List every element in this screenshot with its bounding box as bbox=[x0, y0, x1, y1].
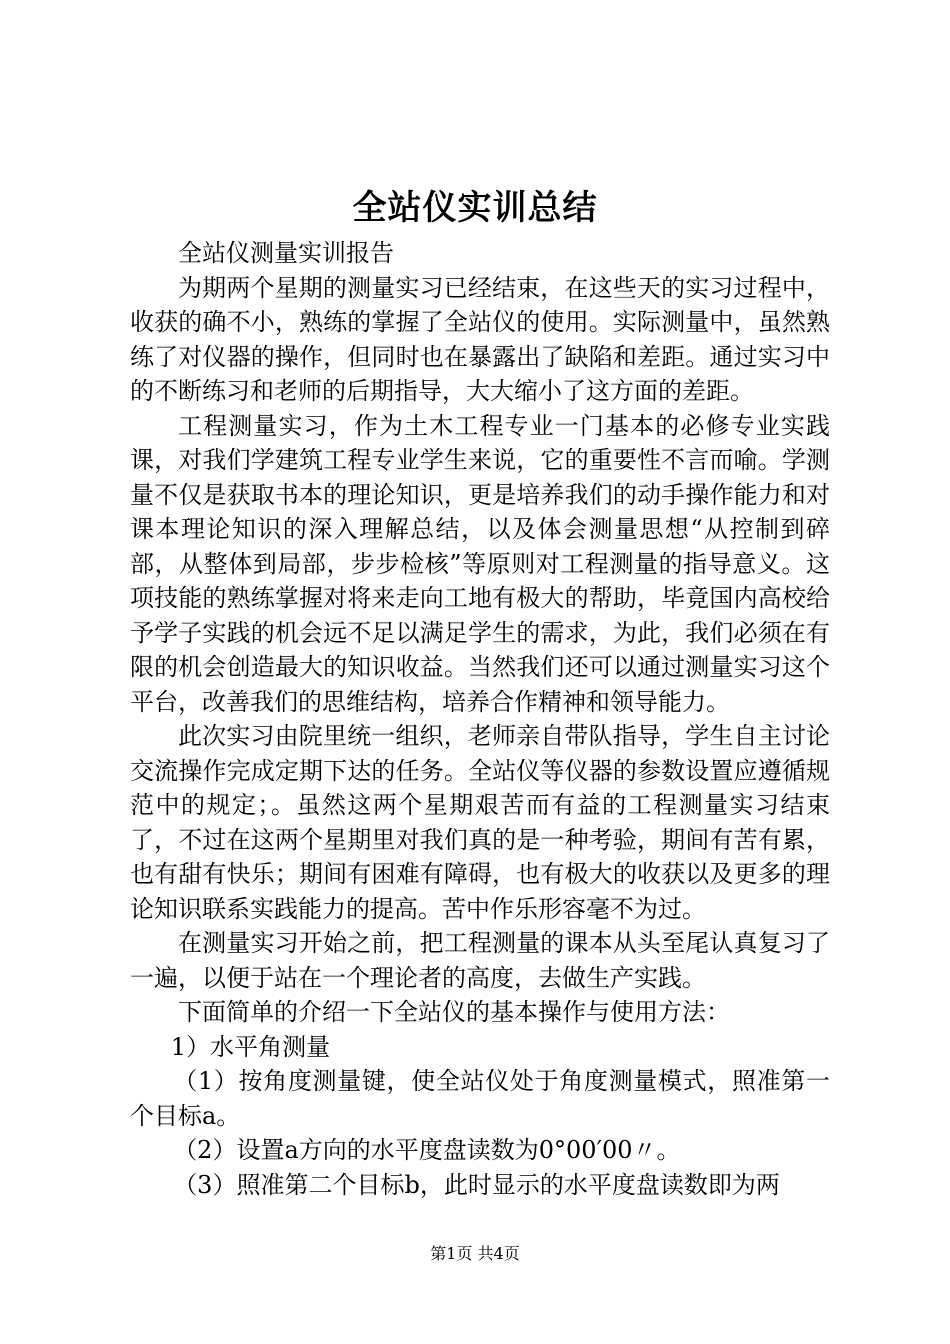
procedure-step: （2）设置a方向的水平度盘读数为0°00′00〃。 bbox=[173, 1136, 681, 1164]
section-heading: 1）水平角测量 bbox=[170, 1032, 331, 1061]
procedure-step: （3）照准第二个目标b，此时显示的水平度盘读数即为两 bbox=[173, 1170, 780, 1199]
page-title: 全站仪实训总结 bbox=[352, 188, 598, 228]
body-paragraph: 在测量实习开始之前，把工程测量的课本从头至尾认真复习了一遍，以便于站在一个理论者的高度，去做生产实践。 bbox=[130, 929, 830, 992]
report-subtitle: 全站仪测量实训报告 bbox=[178, 239, 394, 267]
procedure-step: （1）按角度测量键，使全站仪处于角度测量模式，照准第一个目标a。 bbox=[130, 1067, 830, 1130]
body-paragraph: 此次实习由院里统一组织，老师亲自带队指导，学生自主讨论交流操作完成定期下达的任务。全站仪等仪器的参数设置应遵循规范中的规定；。虽然这两个星期艰苦而有益的工程测量实习结束了，不过在这两个星期里对我们真的是一种考验，期间有苦有累，也有甜有快乐；期间有困难有障碍，也有极大的收获以及更多的理论知识联系实践能力的提高。苦中作乐形容毫不为过。 bbox=[130, 722, 830, 923]
body-paragraph: 下面简单的介绍一下全站仪的基本操作与使用方法： bbox=[178, 998, 730, 1026]
document-body bbox=[130, 236, 830, 1202]
body-paragraph: 工程测量实习，作为土木工程专业一门基本的必修专业实践课，对我们学建筑工程专业学生来说，它的重要性不言而喻。学测量不仅是获取书本的理论知识，更是培养我们的动手操作能力和对课本理论知识的深入理解总结，以及体会测量思想“从控制到碎部，从整体到局部，步步检核”等原则对工程测量的指导意义。这项技能的熟练掌握对将来走向工地有极大的帮助，毕竟国内高校给予学子实践的机会远不足以满足学生的需求，为此，我们必须在有限的机会创造最大的知识收益。当然我们还可以通过测量实习这个平台，改善我们的思维结构，培养合作精神和领导能力。 bbox=[130, 411, 830, 716]
page-number: 第1页 共4页 bbox=[430, 1244, 520, 1263]
body-paragraph: 为期两个星期的测量实习已经结束，在这些天的实习过程中，收获的确不小，熟练的掌握了全站仪的使用。实际测量中，虽然熟练了对仪器的操作，但同时也在暴露出了缺陷和差距。通过实习中的不断练习和老师的后期指导，大大缩小了这方面的差距。 bbox=[130, 273, 830, 405]
